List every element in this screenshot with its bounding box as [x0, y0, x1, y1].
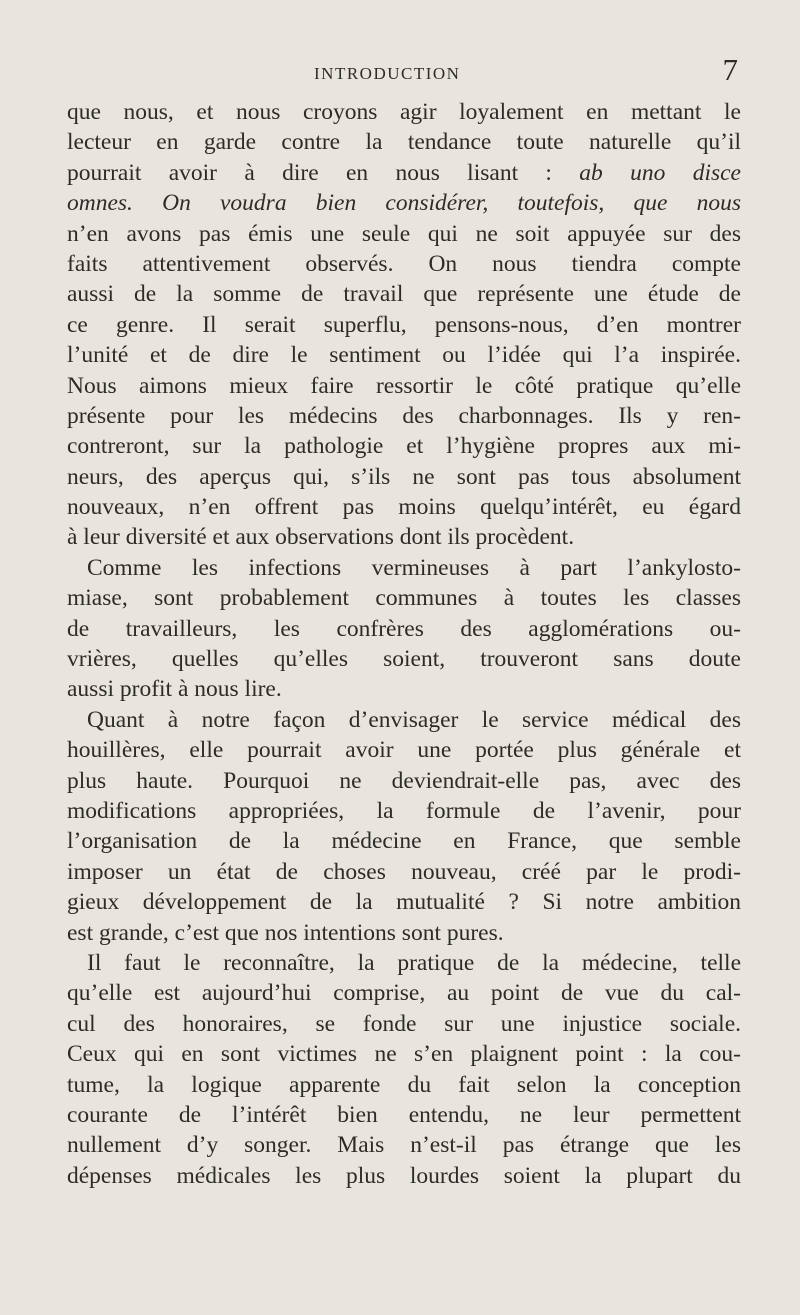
text-line: n’en avons pas émis une seule qui ne soit appuyée sur des	[67, 220, 741, 247]
text-line: contreront, sur la pathologie et l’hygiène propres aux mi-	[67, 433, 741, 460]
paragraph-start: Quant à notre façon d’envisager le service médical des	[87, 706, 741, 733]
text-line: nullement d’y songer. Mais n’est-il pas étrange que les	[67, 1132, 741, 1159]
latin-phrase-end: omnes. On voudra bien considérer, toutefois, que nous	[67, 190, 741, 217]
text-line: de travailleurs, les confrères des agglomérations ou-	[67, 615, 741, 642]
text-line: l’organisation de la médecine en France, que semble	[67, 828, 741, 855]
text-line: l’unité et de dire le sentiment ou l’idée qui l’a inspirée.	[67, 342, 741, 369]
running-head	[314, 52, 738, 88]
text-line: dépenses médicales les plus lourdes soient la plupart du	[67, 1162, 741, 1189]
text-line-prefix: pourrait avoir à dire en nous lisant :	[67, 159, 580, 186]
text-line: aussi de la somme de travail que représente une étude de	[67, 281, 741, 308]
body-text	[67, 97, 741, 1191]
text-line: est grande, c’est que nos intentions sont pures.	[67, 919, 504, 946]
text-line: à leur diversité et aux observations dont ils procèdent.	[67, 524, 575, 551]
page-number: 7	[722, 52, 738, 87]
text-line: présente pour les médecins des charbonnages. Ils y ren-	[67, 402, 741, 429]
text-line: houillères, elle pourrait avoir une portée plus générale et	[67, 737, 741, 764]
text-line: aussi profit à nous lire.	[67, 676, 282, 703]
text-line: Nous aimons mieux faire ressortir le côté pratique qu’elle	[67, 372, 741, 399]
text-line: ce genre. Il serait superflu, pensons-nous, d’en montrer	[67, 311, 741, 338]
text-line: qu’elle est aujourd’hui comprise, au point de vue du cal-	[67, 980, 741, 1007]
text-line: modifications appropriées, la formule de l’avenir, pour	[67, 797, 741, 824]
paragraph-start: Comme les infections vermineuses à part l’ankylosto-	[87, 554, 741, 581]
text-line	[67, 158, 741, 188]
paragraph-start: Il faut le reconnaître, la pratique de la médecine, telle	[87, 949, 741, 976]
text-line: miase, sont probablement communes à toutes les classes	[67, 585, 741, 612]
text-line: lecteur en garde contre la tendance toute naturelle qu’il	[67, 129, 741, 156]
text-line: nouveaux, n’en offrent pas moins quelqu’intérêt, eu égard	[67, 494, 741, 521]
text-line: que nous, et nous croyons agir loyalement en mettant le	[67, 99, 741, 125]
text-line: courante de l’intérêt bien entendu, ne leur permettent	[67, 1101, 741, 1128]
text-line: faits attentivement observés. On nous tiendra compte	[67, 250, 741, 277]
running-title: INTRODUCTION	[314, 64, 461, 83]
latin-phrase: ab uno disce	[579, 159, 741, 186]
text-line: gieux développement de la mutualité ? Si notre ambition	[67, 889, 741, 916]
text-line: neurs, des aperçus qui, s’ils ne sont pas tous absolument	[67, 463, 741, 490]
text-line: Ceux qui en sont victimes ne s’en plaignent point : la cou-	[67, 1041, 741, 1068]
text-line: imposer un état de choses nouveau, créé par le prodi-	[67, 858, 741, 885]
text-line: vrières, quelles qu’elles soient, trouveront sans doute	[67, 646, 741, 673]
text-line: plus haute. Pourquoi ne deviendrait-elle pas, avec des	[67, 767, 741, 794]
text-line: cul des honoraires, se fonde sur une injustice sociale.	[67, 1010, 741, 1037]
text-line: tume, la logique apparente du fait selon la conception	[67, 1071, 741, 1098]
text-line	[67, 188, 741, 218]
